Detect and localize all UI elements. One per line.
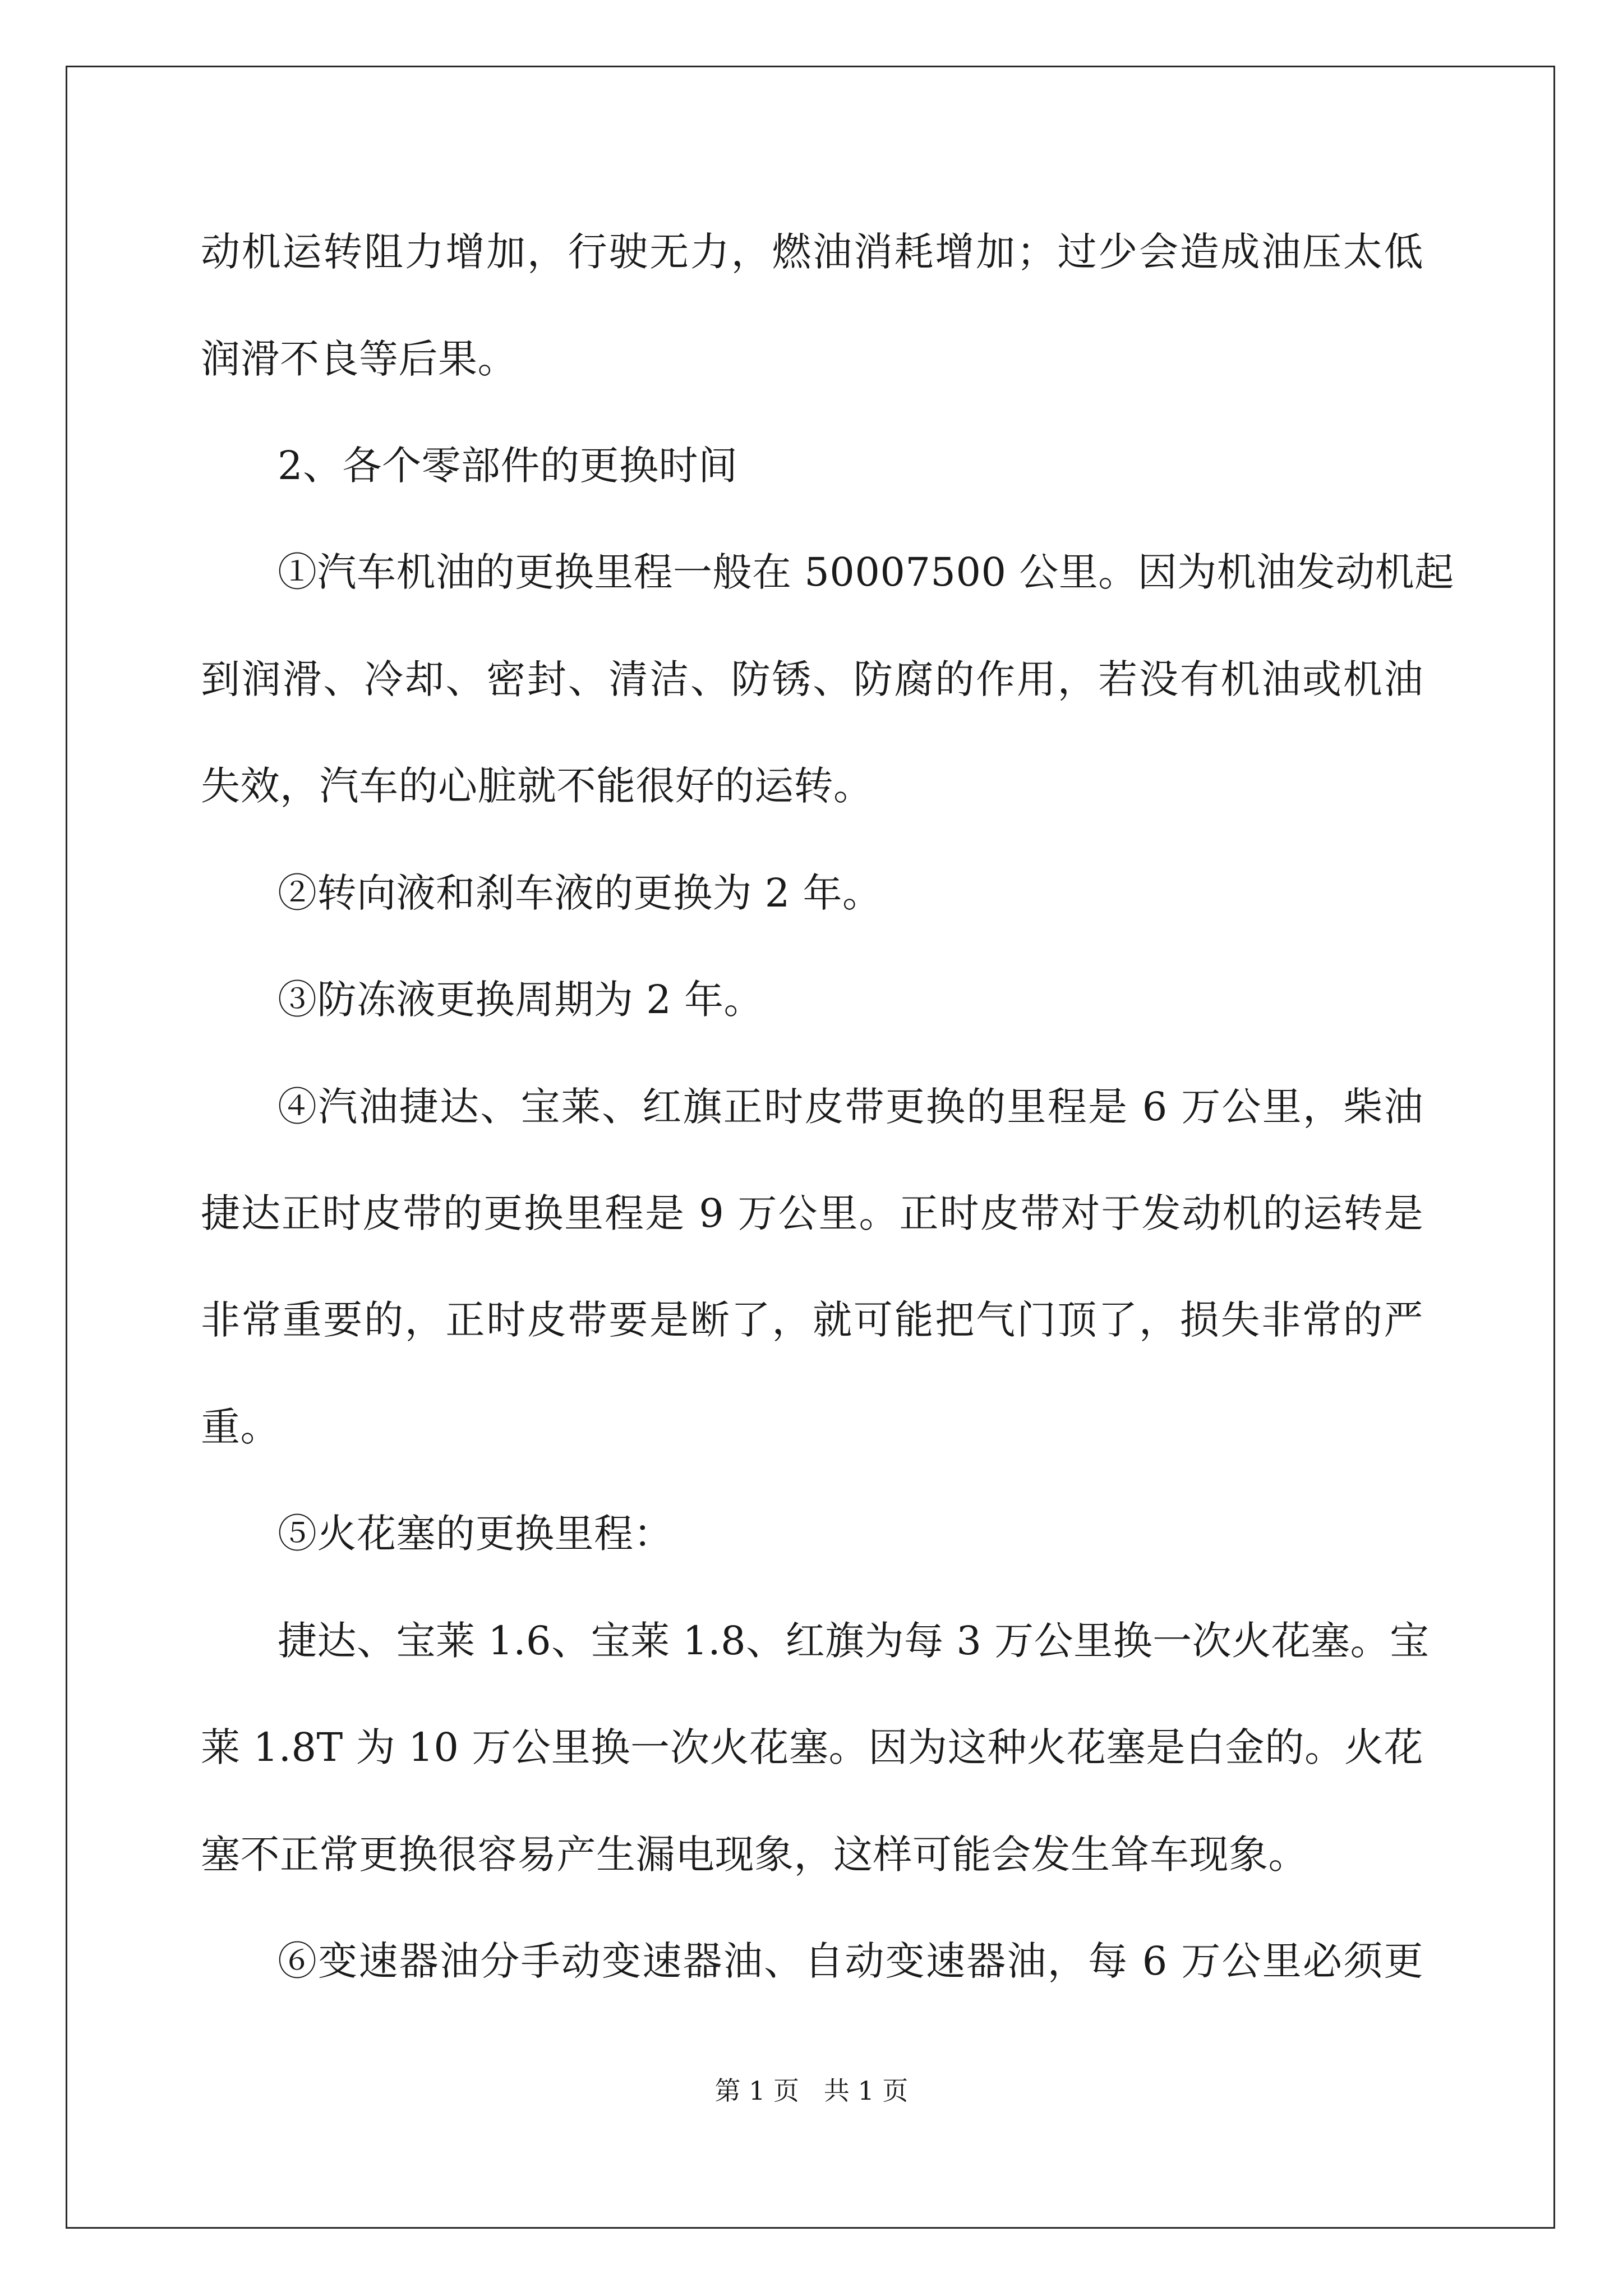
text-line: ④汽油捷达、宝莱、红旗正时皮带更换的里程是 6 万公里，柴油 [278,1084,1423,1130]
text-line: ⑥变速器油分手动变速器油、自动变速器油，每 6 万公里必须更 [278,1938,1423,1984]
text-line: 到润滑、冷却、密封、清洁、防锈、防腐的作用，若没有机油或机油 [201,656,1423,702]
text-line: ③防冻液更换周期为 2 年。 [278,977,764,1023]
text-line: 非常重要的，正时皮带要是断了，就可能把气门顶了，损失非常的严 [201,1297,1423,1343]
text-line: 塞不正常更换很容易产生漏电现象，这样可能会发生耸车现象。 [201,1832,1308,1878]
text-line: 重。 [201,1404,280,1450]
page-footer: 第 1 页 共 1 页 [714,2076,909,2106]
section-heading: 2、各个零部件的更换时间 [278,443,738,489]
page-border [66,66,1555,2229]
text-line: 捷达、宝莱 1.6、宝莱 1.8、红旗为每 3 万公里换一次火花塞。宝 [278,1618,1430,1664]
text-line: 捷达正时皮带的更换里程是 9 万公里。正时皮带对于发动机的运转是 [201,1190,1423,1236]
text-line: ①汽车机油的更换里程一般在 50007500 公里。因为机油发动机起 [278,549,1454,595]
text-line: 莱 1.8T 为 10 万公里换一次火花塞。因为这种火花塞是白金的。火花 [201,1724,1423,1770]
text-line: ⑤火花塞的更换里程： [278,1511,673,1557]
text-line: 润滑不良等后果。 [201,336,517,382]
text-line: 失效，汽车的心脏就不能很好的运转。 [201,763,873,809]
text-line: ②转向液和刹车液的更换为 2 年。 [278,870,882,916]
text-line: 动机运转阻力增加，行驶无力，燃油消耗增加；过少会造成油压太低 [201,229,1423,275]
